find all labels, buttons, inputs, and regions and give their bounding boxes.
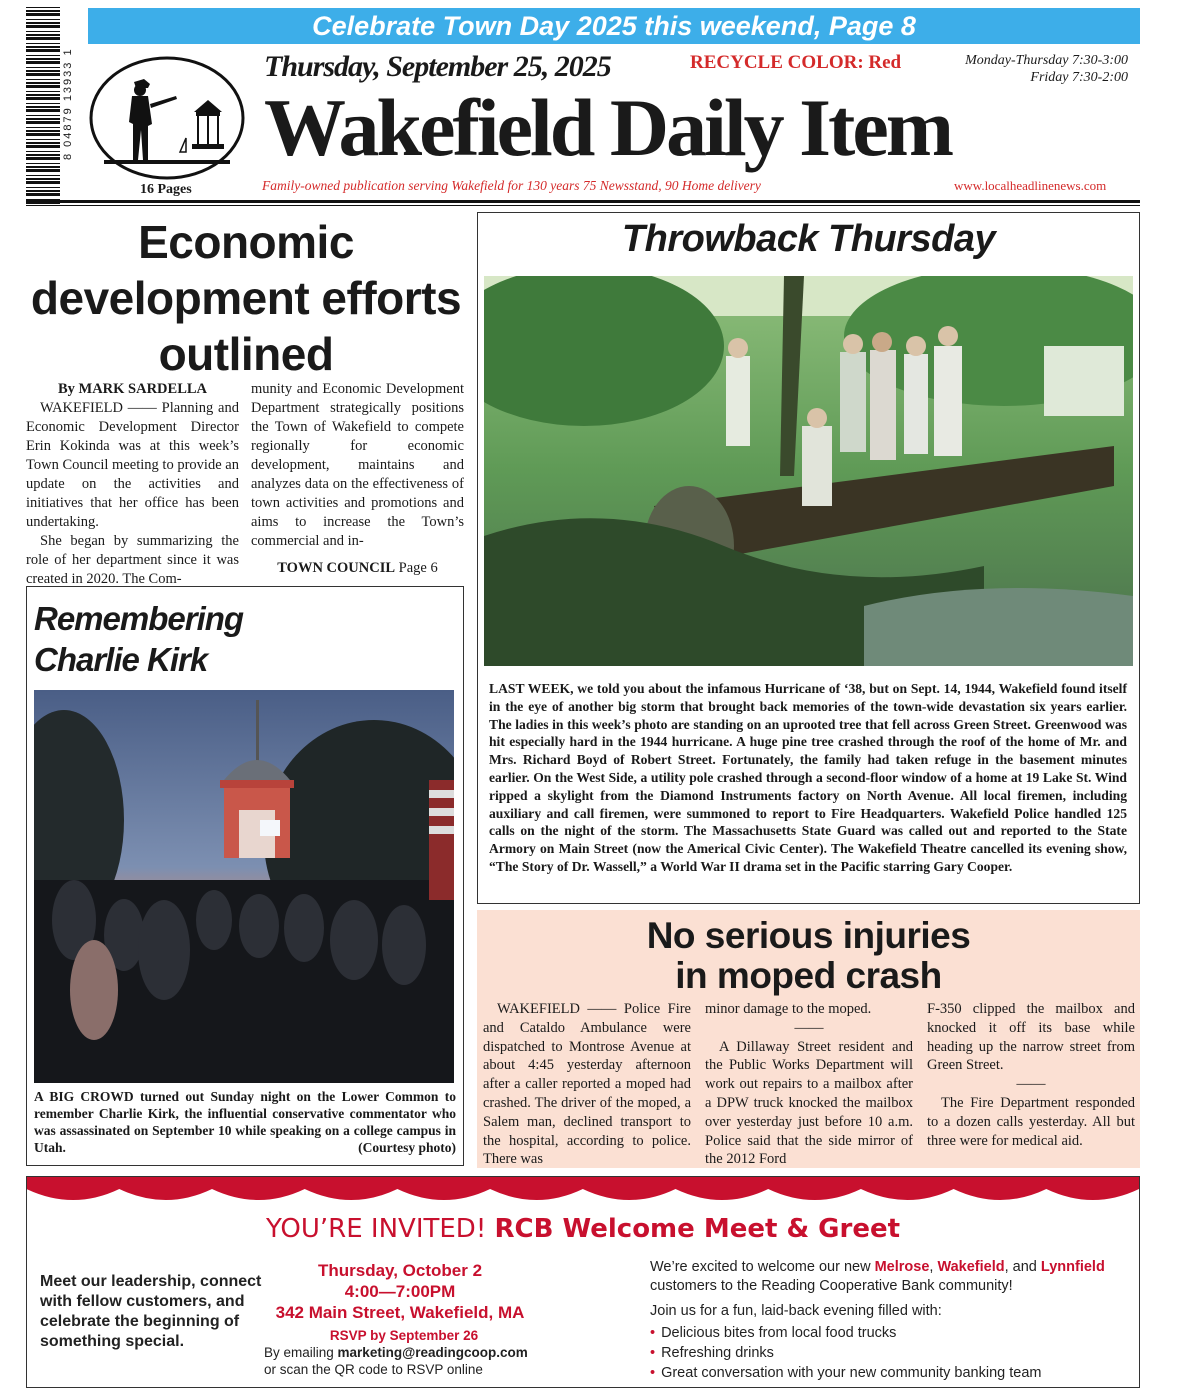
issue-date: Thursday, September 25, 2025 <box>264 50 611 83</box>
moped-paragraph: The Fire Department responded to a dozen calls yesterday. All but three were for medical aid. <box>927 1094 1135 1149</box>
ad-title-main: RCB Welcome Meet & Greet <box>494 1214 901 1244</box>
town-wakefield: Wakefield <box>937 1259 1005 1275</box>
town-melrose: Melrose <box>874 1259 930 1275</box>
website-link[interactable]: www.localheadlinenews.com <box>954 178 1107 193</box>
bullet-text: Refreshing drinks <box>661 1345 774 1361</box>
jump-page: Page 6 <box>398 560 438 576</box>
kirk-headline <box>34 598 243 680</box>
event-time: 4:00—7:00PM <box>344 1282 456 1301</box>
ad-bullet <box>650 1323 1130 1343</box>
moped-column-3 <box>927 1000 1135 1150</box>
page-count: 16 Pages <box>140 182 192 197</box>
moped-paragraph: F-350 clipped the mailbox and knocked it off its base while heading up the narrow street from Green Street. <box>927 1001 1135 1074</box>
econ-paragraph: WAKEFIELD —— Planning and Economic Development Director Erin Kokinda was at this week’s Town Council meeting to provide an update on the activities and initiatives that her office has been undertaking. <box>26 400 239 530</box>
hours-friday: Friday 7:30-2:00 <box>1030 70 1128 85</box>
scallop-border <box>27 1177 1139 1211</box>
barcode <box>26 4 60 204</box>
ad-bullet <box>650 1363 1130 1383</box>
rsvp-email-prefix: By emailing <box>264 1345 334 1360</box>
econ-headline: Economic development efforts outlined <box>30 216 462 380</box>
moped-headline-line: in moped crash <box>675 955 942 996</box>
office-hours <box>952 52 1128 86</box>
section-divider: —— <box>1016 1076 1046 1093</box>
kirk-headline-line: Charlie Kirk <box>34 641 208 678</box>
ad-bullet <box>650 1343 1130 1363</box>
photo-credit: (Courtesy photo) <box>358 1140 456 1155</box>
barcode-number: 8 04879 13933 1 <box>62 47 74 161</box>
moped-column-2 <box>705 1000 913 1169</box>
ad-description <box>650 1258 1130 1383</box>
welcome-text: customers to the Reading Cooperative Bank community! <box>650 1278 1013 1294</box>
rsvp-deadline: RSVP by September 26 <box>329 1328 479 1343</box>
welcome-text: We’re excited to welcome our new <box>650 1259 871 1275</box>
throwback-caption: LAST WEEK, we told you about the infamous Hurricane of ‘38, but on Sept. 14, 1944, Wakefield found itself in the eye of another big storm that brought back memories of the town-wide devastation six years earlier. The ladies in this week’s photo are standing on an uprooted tree that fell across Green Street. Greenwood was hit especially hard in the 1944 hurricane. A huge pine tree crashed through the roof of the home of Mr. and Mrs. Richard Boyd of Robert Street. Fortunately, the family had taken refuge in the basement minutes earlier. On the West Side, a utility pole crashed through a second-floor window of a home at 19 Lake St. Wind ripped a skylight from the Diamond Instruments factory on North Avenue. All local firemen, including auxiliary and call firemen, were summoned to report to Fire Headquarters. Wakefield Police handled 125 calls on the night of the storm. The Massachusetts State Guard was called out and reported to the State Armory on Main Street (now the Americal Civic Center). The Wakefield Theatre cancelled its evening show, “The Story of Dr. Wassell,” a World War II drama set in the Pacific starring Gary Cooper. <box>489 681 1127 874</box>
rsvp-email-link[interactable]: marketing@readingcoop.com <box>337 1345 528 1360</box>
ad-rsvp <box>264 1327 544 1378</box>
ad-title <box>26 1214 1140 1244</box>
moped-headline-line: No serious injuries <box>646 915 971 956</box>
ad-bullet-list <box>650 1323 1130 1383</box>
town-lynnfield: Lynnfield <box>1040 1259 1105 1275</box>
recycle-color: RECYCLE COLOR: Red <box>690 52 902 73</box>
moped-paragraph: WAKEFIELD —— Police Fire and Cataldo Ambulance were dispatched to Montrose Avenue at about 4:45 yesterday afternoon after a caller reported a moped had crashed. The driver of the moped, a Salem man, declined transport to the hospital, according to police. There was <box>483 1001 691 1168</box>
kirk-caption <box>34 1088 456 1156</box>
ad-event-details <box>270 1260 530 1323</box>
moped-paragraph: A Dillaway Street resident and the Public Works Department will work out repairs to a mailbox after a DPW truck knocked the mailbox over yesterday just before 10 a.m. Police said that the side mirror of the 2012 Ford <box>705 1038 913 1168</box>
bullet-icon: • <box>650 1365 656 1381</box>
hours-weekday: Monday-Thursday 7:30-3:00 <box>965 53 1128 68</box>
bullet-icon: • <box>650 1345 656 1361</box>
bullet-icon: • <box>650 1325 656 1341</box>
hurricane-photo <box>484 276 1133 666</box>
econ-jump[interactable] <box>251 559 464 578</box>
moped-column-1 <box>483 1000 691 1169</box>
ad-intro: Meet our leadership, connect with fellow customers, and celebrate the beginning of something special. <box>40 1273 262 1350</box>
jump-label: TOWN COUNCIL <box>277 560 396 576</box>
econ-column-2 <box>251 380 464 578</box>
bullet-text: Delicious bites from local food trucks <box>661 1325 897 1341</box>
qr-code-icon[interactable] <box>566 1326 612 1372</box>
masthead: Wakefield Daily Item <box>264 82 952 173</box>
promo-banner[interactable]: Celebrate Town Day 2025 this weekend, Page 8 <box>88 8 1140 44</box>
econ-paragraph: munity and Economic Development Department strategically positions the Town of Wakefield to compete regionally for economic development, maintains and analyzes data on the effectiveness of town activities and promotions and aims to increase the Town’s commercial and in- <box>251 381 464 549</box>
minuteman-logo <box>82 52 252 182</box>
kirk-caption-text: A BIG CROWD turned out Sunday night on the Lower Common to remember Charlie Kirk, the influential conservative commentator who was assassinated on September 10 while speaking on a college campus in Utah. <box>34 1089 456 1155</box>
section-divider: —— <box>794 1019 824 1036</box>
vigil-photo <box>34 690 454 1083</box>
welcome-and: , and <box>1004 1259 1037 1275</box>
moped-headline <box>477 916 1140 996</box>
econ-byline: By MARK SARDELLA <box>57 381 208 397</box>
ad-join: Join us for a fun, laid-back evening filled with: <box>650 1303 942 1319</box>
rsvp-qr-text: or scan the QR code to RSVP online <box>264 1362 483 1377</box>
kirk-headline-line: Remembering <box>34 600 244 637</box>
bullet-text: Great conversation with your new community banking team <box>661 1365 1042 1381</box>
event-address: 342 Main Street, Wakefield, MA <box>275 1303 525 1322</box>
throwback-headline: Throwback Thursday <box>621 218 996 260</box>
header-rule-thin <box>26 205 1140 206</box>
tagline: Family-owned publication serving Wakefield for 130 years 75 Newsstand, 90 Home delivery <box>262 178 761 193</box>
econ-column-1 <box>26 380 239 589</box>
ad-welcome: We’re excited to welcome our new Melrose, Wakefield, and Lynnfield customers to the Reading Cooperative Bank community! <box>650 1259 1105 1294</box>
moped-paragraph: minor damage to the moped. <box>705 1001 872 1017</box>
header-rule <box>26 200 1140 203</box>
ad-title-prefix: YOU’RE INVITED! <box>265 1214 487 1244</box>
econ-paragraph: She began by summarizing the role of her department since it was created in 2020. The Com- <box>26 533 239 587</box>
event-date: Thursday, October 2 <box>317 1261 483 1280</box>
